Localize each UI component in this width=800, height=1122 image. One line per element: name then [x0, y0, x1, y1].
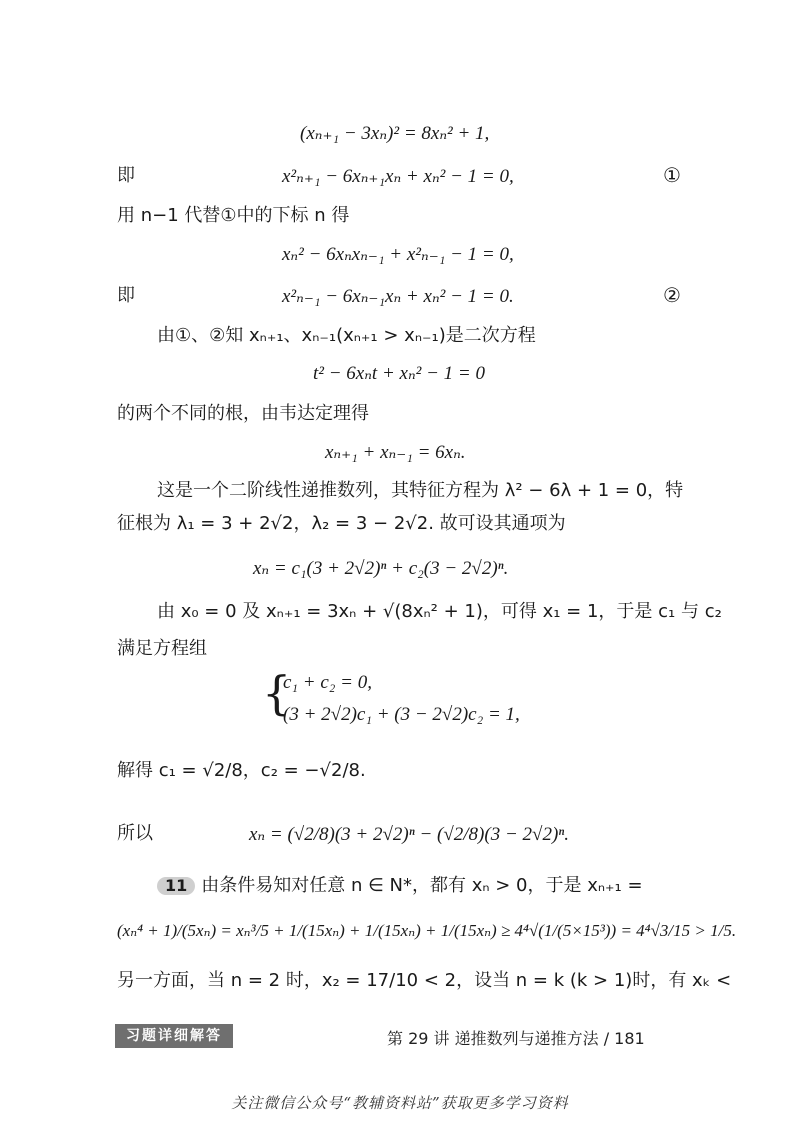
problem-11-text: 由条件易知对任意 n ∈ N*，都有 xₙ > 0，于是 xₙ₊₁ = [201, 875, 643, 896]
equation-line-1: (xₙ₊₁ − 3xₙ)² = 8xₙ² + 1, [300, 123, 490, 144]
equation-line-7: t² − 6xₙt + xₙ² − 1 = 0 [313, 363, 486, 384]
text-line-8: 的两个不同的根，由韦达定理得 [117, 403, 369, 424]
equation-line-4: xₙ² − 6xₙxₙ₋₁ + x²ₙ₋₁ − 1 = 0, [282, 244, 514, 265]
equation-line-2: x²ₙ₊₁ − 6xₙ₊₁xₙ + xₙ² − 1 = 0, [282, 166, 514, 187]
footer-section-label: 习题详细解答 [115, 1024, 233, 1048]
equation-line-5: x²ₙ₋₁ − 6xₙ₋₁xₙ + xₙ² − 1 = 0. [282, 286, 514, 307]
text-line-14: 满足方程组 [117, 638, 207, 659]
text-line-17: 解得 c₁ = √2/8，c₂ = −√2/8. [117, 760, 366, 781]
equation-2-lead: 即 [117, 165, 135, 186]
equation-5-lead: 即 [117, 285, 135, 306]
equation-line-9: xₙ₊₁ + xₙ₋₁ = 6xₙ. [325, 442, 466, 463]
equation-line-18: xₙ = (√2/8)(3 + 2√2)ⁿ − (√2/8)(3 − 2√2)ⁿ. [249, 824, 570, 845]
text-line-3: 用 n−1 代替①中的下标 n 得 [117, 205, 350, 226]
text-line-21: 另一方面，当 n = 2 时，x₂ = 17/10 < 2，设当 n = k (k > 1)时，有 xₖ < [117, 970, 732, 991]
equation-number-2: ② [663, 283, 681, 307]
text-line-6: 由①、②知 xₙ₊₁、xₙ₋₁(xₙ₊₁ > xₙ₋₁)是二次方程 [157, 325, 536, 346]
equation-number-1: ① [663, 163, 681, 187]
promo-watermark-text: 关注微信公众号“教辅资料站”获取更多学习资料 [231, 1094, 569, 1112]
text-line-10: 这是一个二阶线性递推数列，其特征方程为 λ² − 6λ + 1 = 0，特 [157, 480, 684, 501]
text-line-13: 由 x₀ = 0 及 xₙ₊₁ = 3xₙ + √(8xₙ² + 1)，可得 x₁ = 1，于是 c₁ 与 c₂ [157, 601, 722, 622]
problem-11-line [157, 877, 643, 895]
result-lead: 所以 [117, 823, 153, 844]
text-line-11: 征根为 λ₁ = 3 + 2√2，λ₂ = 3 − 2√2. 故可设其通项为 [117, 513, 566, 534]
system-equation-1: c₁ + c₂ = 0, [283, 672, 372, 693]
equation-line-12: xₙ = c₁(3 + 2√2)ⁿ + c₂(3 − 2√2)ⁿ. [253, 558, 509, 579]
equation-line-20: (xₙ⁴ + 1)/(5xₙ) = xₙ³/5 + 1/(15xₙ) + 1/(15xₙ) + 1/(15xₙ) ≥ 4⁴√(1/(5×15³)) = 4⁴√3/15 > 1/5. [117, 921, 737, 940]
problem-number-badge: 11 [157, 877, 195, 895]
brace-symbol: { [262, 666, 292, 720]
footer-chapter-page: 第 29 讲 递推数列与递推方法 / 181 [387, 1029, 645, 1048]
system-equation-2: (3 + 2√2)c₁ + (3 − 2√2)c₂ = 1, [283, 704, 520, 725]
